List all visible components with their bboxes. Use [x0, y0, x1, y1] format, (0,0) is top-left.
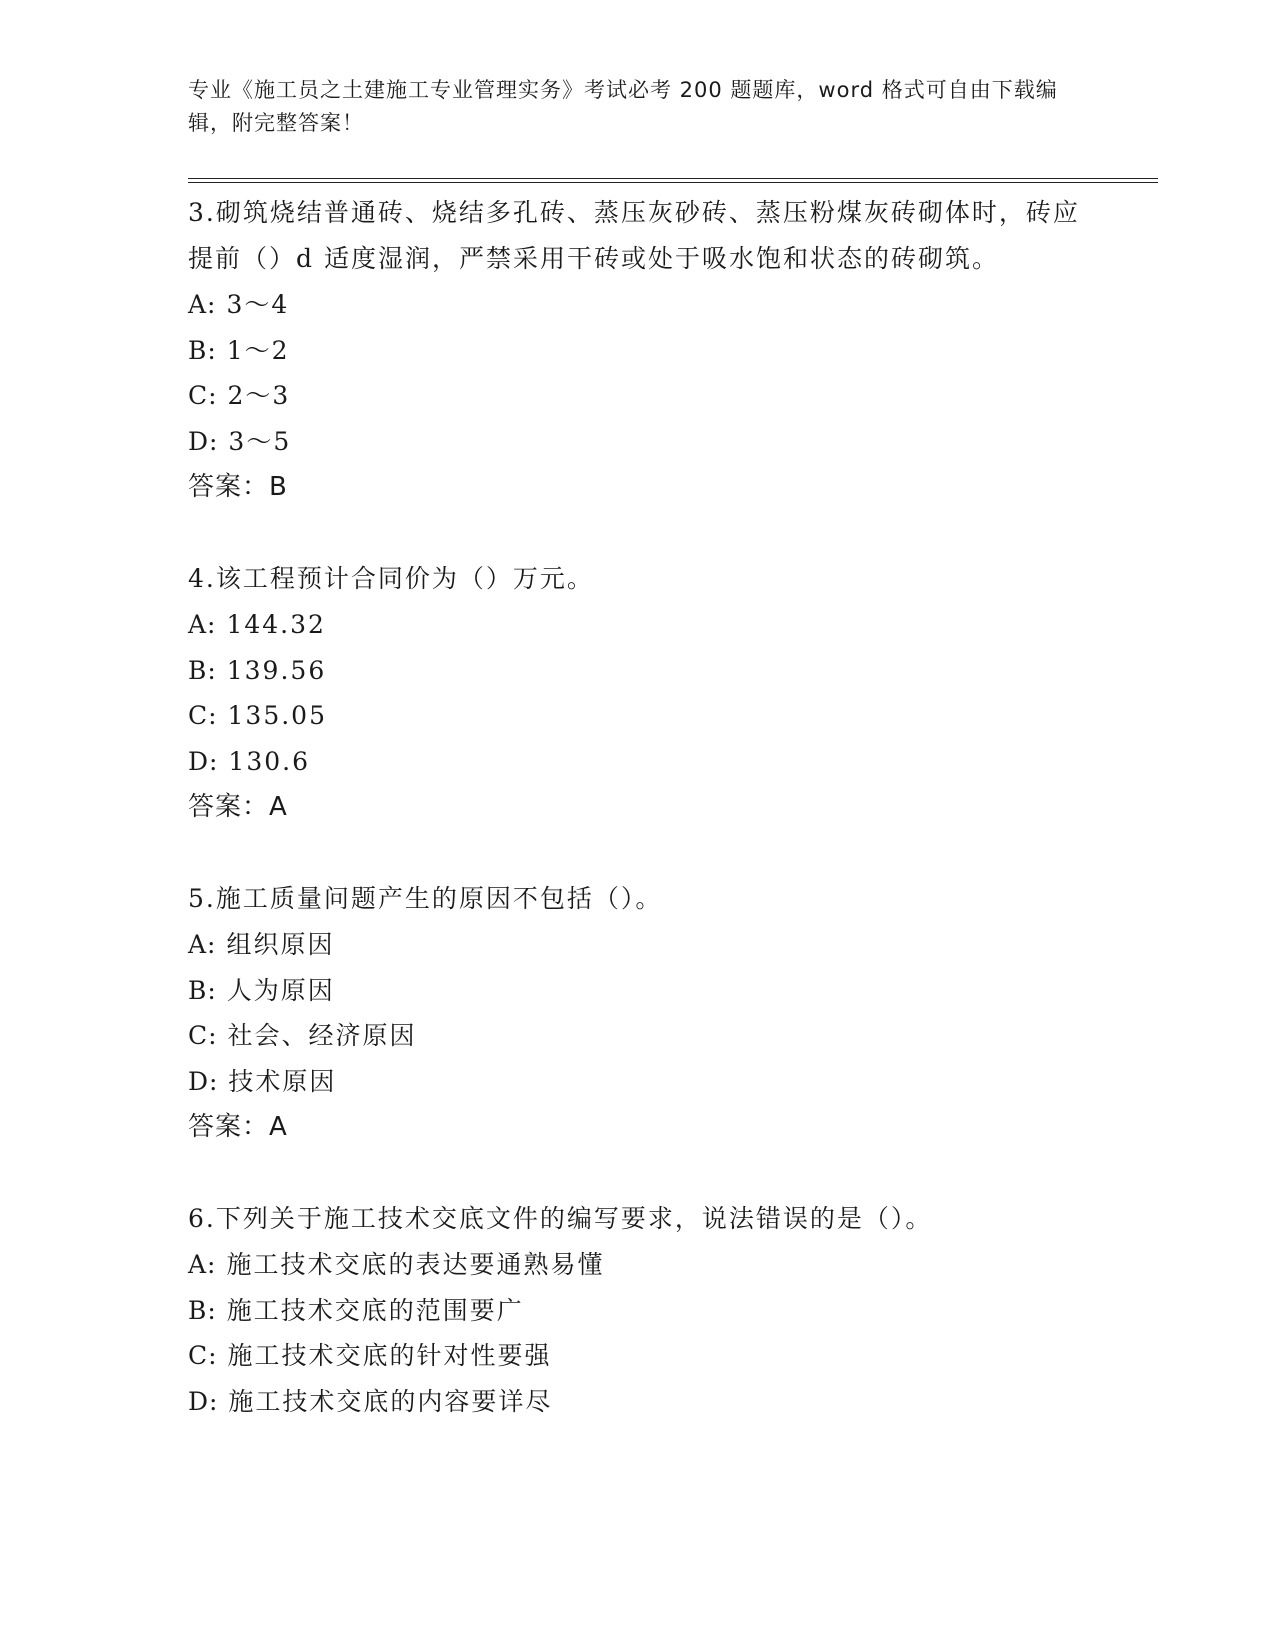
option-c	[188, 693, 1088, 739]
option-letter: D:	[188, 746, 219, 776]
option-d	[188, 419, 1088, 465]
option-b	[188, 648, 1088, 694]
option-b	[188, 328, 1088, 374]
option-text: 技术原因	[228, 1066, 337, 1096]
option-a	[188, 1242, 1088, 1288]
question-stem: 3.砌筑烧结普通砖、烧结多孔砖、蒸压灰砂砖、蒸压粉煤灰砖砌体时，砖应提前（）d 适度湿润，严禁采用干砖或处于吸水饱和状态的砖砌筑。	[188, 198, 1080, 273]
option-b	[188, 968, 1088, 1014]
option-b	[188, 1288, 1088, 1334]
option-text: 3～4	[226, 290, 290, 319]
option-letter: A:	[188, 930, 217, 959]
option-letter: B:	[188, 1295, 217, 1325]
option-text: 施工技术交底的表达要通熟易懂	[226, 1250, 605, 1279]
option-a	[188, 922, 1088, 968]
option-letter: C:	[188, 701, 218, 730]
option-d	[188, 739, 1088, 785]
question-stem: 4.该工程预计合同价为（）万元。	[188, 564, 594, 593]
document-header: 专业《施工员之土建施工专业管理实务》考试必考 200 题题库，word 格式可自由下载编辑，附完整答案！	[188, 78, 1058, 135]
question-stem: 5.施工质量问题产生的原因不包括（）。	[188, 884, 663, 913]
option-letter: B:	[188, 655, 217, 685]
question-item	[188, 556, 1088, 830]
answer-line: 答案：A	[188, 1112, 288, 1142]
option-letter: C:	[188, 1021, 218, 1050]
option-d	[188, 1379, 1088, 1425]
option-letter: B:	[188, 335, 217, 365]
option-text: 144.32	[226, 610, 326, 639]
option-d	[188, 1059, 1088, 1105]
option-text: 组织原因	[226, 930, 335, 959]
option-letter: A:	[188, 1250, 217, 1279]
option-letter: A:	[188, 610, 217, 639]
option-c	[188, 373, 1088, 419]
option-text: 人为原因	[226, 975, 335, 1005]
option-a	[188, 282, 1088, 328]
header-double-rule	[188, 178, 1158, 183]
option-letter: C:	[188, 1341, 218, 1370]
option-c	[188, 1013, 1088, 1059]
option-c	[188, 1333, 1088, 1379]
question-list	[188, 190, 1088, 1470]
option-letter: A:	[188, 290, 217, 319]
option-text: 2～3	[227, 381, 291, 410]
question-item	[188, 190, 1088, 510]
option-text: 130.6	[228, 746, 310, 776]
option-letter: C:	[188, 381, 218, 410]
option-text: 135.05	[227, 701, 327, 730]
option-letter: D:	[188, 426, 219, 456]
option-text: 社会、经济原因	[227, 1021, 417, 1050]
option-letter: D:	[188, 1066, 219, 1096]
option-text: 1～2	[226, 335, 290, 365]
option-text: 施工技术交底的范围要广	[226, 1295, 524, 1325]
question-item	[188, 876, 1088, 1150]
question-stem: 6.下列关于施工技术交底文件的编写要求，说法错误的是（）。	[188, 1204, 933, 1233]
option-text: 施工技术交底的内容要详尽	[228, 1386, 553, 1416]
option-letter: D:	[188, 1386, 219, 1416]
answer-line: 答案：A	[188, 792, 288, 822]
option-text: 139.56	[226, 655, 327, 685]
option-a	[188, 602, 1088, 648]
option-text: 施工技术交底的针对性要强	[227, 1341, 552, 1370]
option-letter: B:	[188, 975, 217, 1005]
option-text: 3～5	[228, 426, 292, 456]
question-item	[188, 1196, 1088, 1424]
answer-line: 答案：B	[188, 472, 288, 502]
